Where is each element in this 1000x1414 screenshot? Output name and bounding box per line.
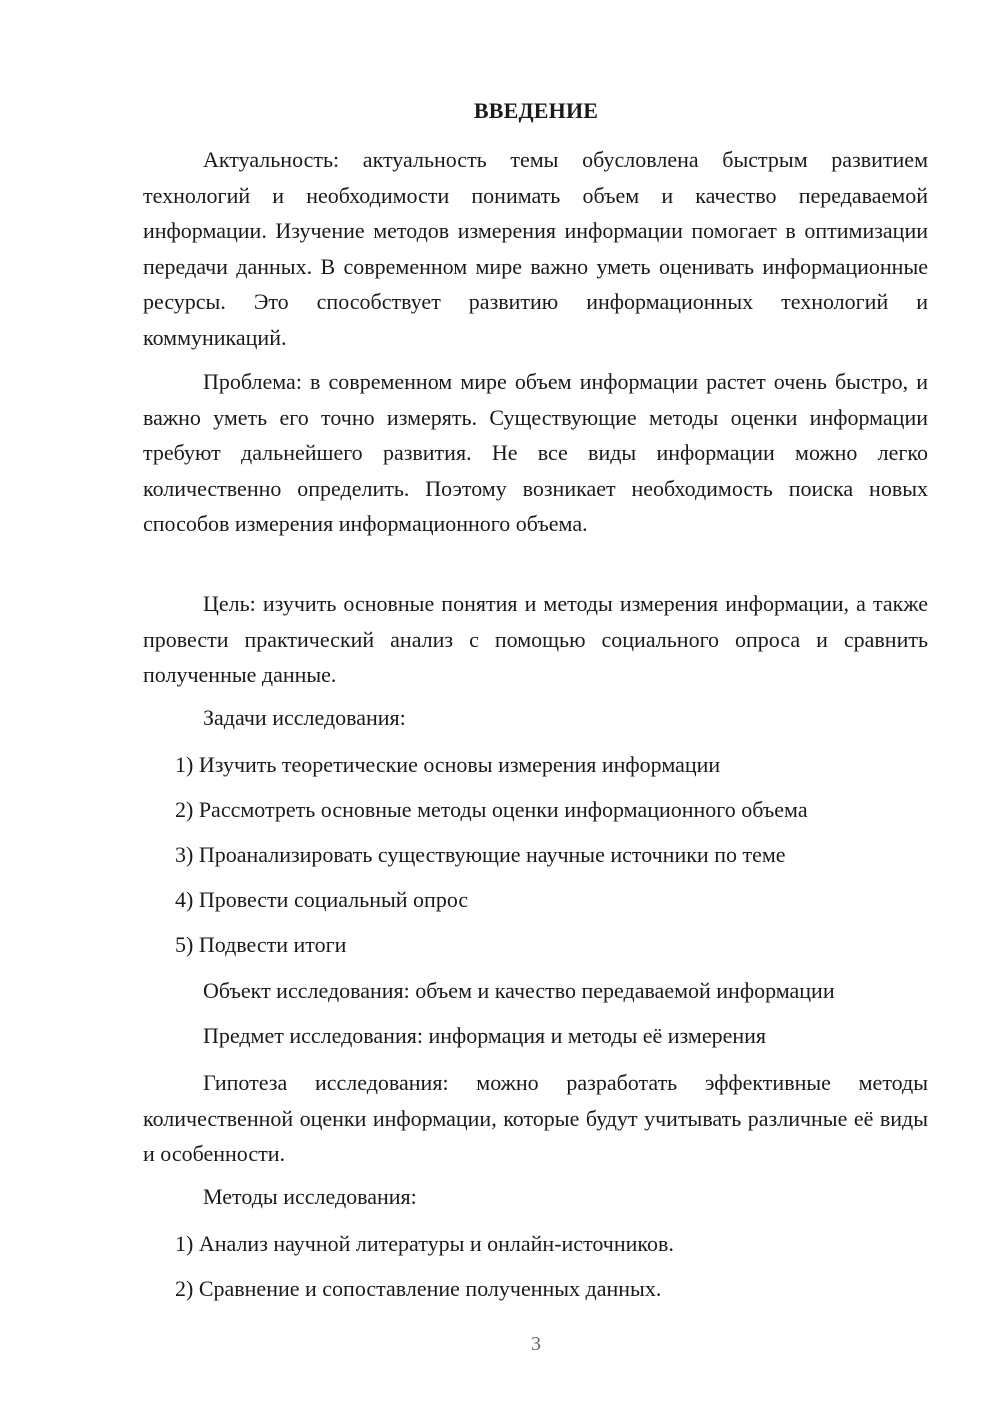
problem-text: Проблема: в современном мире объем информации растет очень быстро, и важно уметь его точно измерять. Существующие методы оценки информации требуют дальнейшего развития. Не все виды информации можно легко количественно определить. Поэтому возникает необходимость поиска новых способов измерения информационного объема. <box>143 369 928 536</box>
research-object: Объект исследования: объем и качество передаваемой информации <box>203 978 835 1003</box>
relevance-text: Актуальность: актуальность темы обусловлена быстрым развитием технологий и необходимости понимать объем и качество передаваемой информации. Изучение методов измерения информации помогает в оптимизации передачи данных. В современном мире важно уметь оценивать информационные ресурсы. Это способствует развитию информационных технологий и коммуникаций. <box>143 147 928 350</box>
paragraph-relevance <box>143 142 928 355</box>
methods-heading: Методы исследования: <box>203 1184 417 1209</box>
task-item: 3) Проанализировать существующие научные источники по теме <box>175 842 786 867</box>
paragraph-problem <box>143 364 928 542</box>
task-item: 4) Провести социальный опрос <box>175 887 469 912</box>
tasks-heading: Задачи исследования: <box>203 705 406 730</box>
paragraph-hypothesis <box>143 1065 928 1172</box>
page-number: 3 <box>531 1333 541 1355</box>
task-item: 1) Изучить теоретические основы измерения информации <box>175 752 721 777</box>
section-title: ВВЕДЕНИЕ <box>473 98 599 123</box>
research-subject: Предмет исследования: информация и методы её измерения <box>203 1023 767 1048</box>
hypothesis-text: Гипотеза исследования: можно разработать эффективные методы количественной оценки информации, которые будут учитывать различные её виды и особенности. <box>143 1070 928 1166</box>
method-item: 2) Сравнение и сопоставление полученных данных. <box>175 1276 662 1301</box>
task-item: 5) Подвести итоги <box>175 932 347 957</box>
task-item: 2) Рассмотреть основные методы оценки информационного объема <box>175 797 808 822</box>
method-item: 1) Анализ научной литературы и онлайн-источников. <box>175 1231 674 1256</box>
goal-text: Цель: изучить основные понятия и методы измерения информации, а также провести практический анализ с помощью социального опроса и сравнить полученные данные. <box>143 591 928 687</box>
paragraph-goal <box>143 586 928 693</box>
